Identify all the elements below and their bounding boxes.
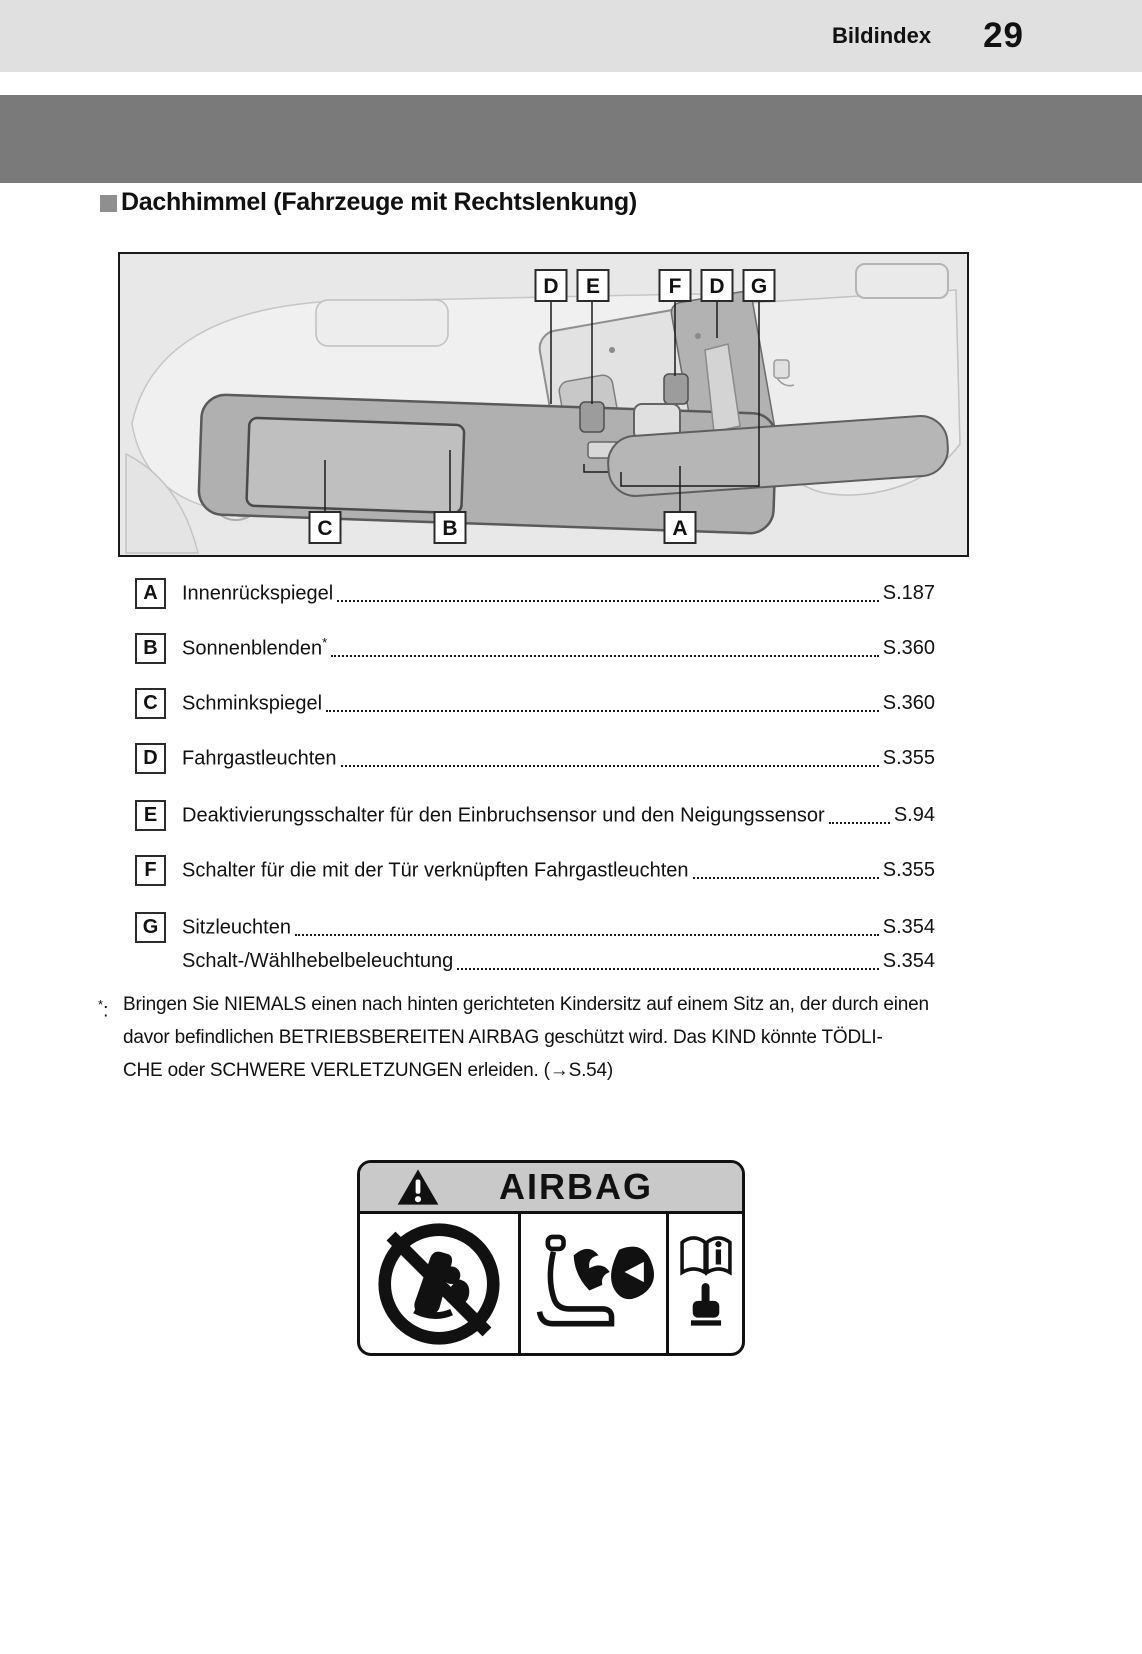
no-rearfacing-childseat-icon <box>376 1221 502 1347</box>
index-key-box <box>135 688 166 719</box>
index-key: F <box>144 858 157 881</box>
dotted-leader <box>326 710 879 712</box>
dotted-leader <box>331 655 879 657</box>
page-number: 29 <box>983 16 1024 55</box>
footnote-line: davor befindlichen BETRIEBSBEREITEN AIRBAG geschützt wird. Das KIND könnte TÖDLI- <box>123 1027 883 1048</box>
index-key-box <box>135 855 166 886</box>
index-key: E <box>143 803 158 826</box>
page-ref: S.360 <box>882 691 935 714</box>
grab-handle <box>856 264 948 298</box>
index-key-box <box>135 633 166 664</box>
page-ref: S.355 <box>882 858 935 881</box>
index-row-B <box>135 632 935 664</box>
index-label <box>182 857 689 883</box>
page-ref: S.187 <box>882 581 935 604</box>
index-row-F <box>135 854 935 886</box>
warning-triangle-icon <box>396 1168 440 1206</box>
index-label-text: Sonnenblenden <box>182 637 323 660</box>
index-key: A <box>143 581 158 604</box>
index-key-box <box>135 578 166 609</box>
index-label <box>182 635 327 661</box>
index-label-text: Fahrgastleuchten <box>182 747 337 770</box>
console-screw <box>695 333 701 339</box>
page-header <box>0 0 1142 72</box>
index-key: B <box>143 636 158 659</box>
index-label <box>182 580 333 606</box>
headliner-illustration <box>120 254 967 555</box>
airbag-panel-deployment <box>518 1214 666 1353</box>
footnote-line: CHE oder SCHWERE VERLETZUNGEN erleiden. (→S.54) <box>123 1060 614 1081</box>
airbag-panel-manual <box>666 1214 742 1353</box>
index-key: D <box>143 746 158 769</box>
airbag-deployment-icon <box>527 1224 661 1344</box>
section-bullet-square <box>100 195 117 212</box>
page-ref: S.94 <box>893 803 935 826</box>
airbag-label-header <box>360 1163 742 1214</box>
ceiling-recess <box>316 300 448 346</box>
footnote <box>98 988 929 1087</box>
index-row-A <box>135 577 935 609</box>
index-row-G <box>135 911 935 943</box>
dotted-leader <box>337 600 879 602</box>
coat-hook <box>774 360 789 378</box>
index-key-box <box>135 912 166 943</box>
index-label-text: Schalter für die mit der Tür verknüpften Fahrgastleuchten <box>182 859 689 882</box>
index-label <box>182 802 825 828</box>
index-label-text: Schalt-/Wählhebelbeleuchtung <box>182 949 454 972</box>
callout-letter-B: B <box>442 517 458 540</box>
callout-letter-G: G <box>750 275 768 298</box>
index-key-box <box>135 800 166 831</box>
airbag-label-body <box>360 1214 742 1353</box>
index-row-E <box>135 799 935 831</box>
index-label <box>182 950 453 973</box>
footnote-marker <box>98 988 123 1087</box>
headliner-diagram <box>118 252 969 557</box>
note-marker: * <box>322 635 328 651</box>
index-key-box <box>135 743 166 774</box>
dotted-leader <box>693 877 879 879</box>
header-section-label: Bildindex <box>832 23 932 48</box>
callout-letter-E: E <box>585 275 601 298</box>
callout-letter-A: A <box>672 517 688 540</box>
manual-reference-icon <box>675 1223 737 1345</box>
callout-letter-F: F <box>668 275 682 298</box>
index-row-G-extra <box>182 945 935 977</box>
index-label-text: Deaktivierungsschalter für den Einbruchsensor und den Neigungssensor <box>182 804 825 827</box>
index-row-C <box>135 687 935 719</box>
airbag-title: AIRBAG <box>499 1166 653 1207</box>
dotted-leader <box>341 765 879 767</box>
page-ref: S.354 <box>882 915 935 938</box>
index-label-text: Innenrückspiegel <box>182 582 334 605</box>
index-key: C <box>143 691 158 714</box>
footnote-text <box>123 988 929 1087</box>
index-row-D <box>135 742 935 774</box>
footnote-colon: : <box>103 1000 109 1022</box>
footnote-asterisk: * <box>98 997 104 1012</box>
door-light-switch <box>664 374 688 404</box>
index-label-text: Sitzleuchten <box>182 916 291 939</box>
vanity-mirror <box>246 418 464 513</box>
section-title: Dachhimmel (Fahrzeuge mit Rechtslenkung) <box>121 188 637 216</box>
dotted-leader <box>829 822 890 824</box>
callout-letter-C: C <box>317 517 333 540</box>
console-screw <box>609 347 615 353</box>
dotted-leader <box>295 934 879 936</box>
callout-letter-D1: D <box>543 275 559 298</box>
airbag-panel-prohibition <box>360 1214 518 1353</box>
intrusion-sensor-switch <box>580 402 604 432</box>
index-label <box>182 914 291 940</box>
index-label <box>182 690 322 716</box>
footnote-line: Bringen Sie NIEMALS einen nach hinten gerichteten Kindersitz auf einem Sitz an, der durch einen <box>123 994 929 1015</box>
page-ref: S.355 <box>882 746 935 769</box>
section-heading <box>100 188 637 217</box>
airbag-warning-label <box>357 1160 745 1356</box>
callout-letter-D2: D <box>709 275 725 298</box>
index-key: G <box>142 915 159 938</box>
dotted-leader <box>457 968 878 970</box>
page-ref: S.360 <box>882 636 935 659</box>
index-label <box>182 745 337 771</box>
section-banner <box>0 95 1142 183</box>
index-label-text: Schminkspiegel <box>182 692 323 715</box>
page-ref: S.354 <box>882 949 935 972</box>
